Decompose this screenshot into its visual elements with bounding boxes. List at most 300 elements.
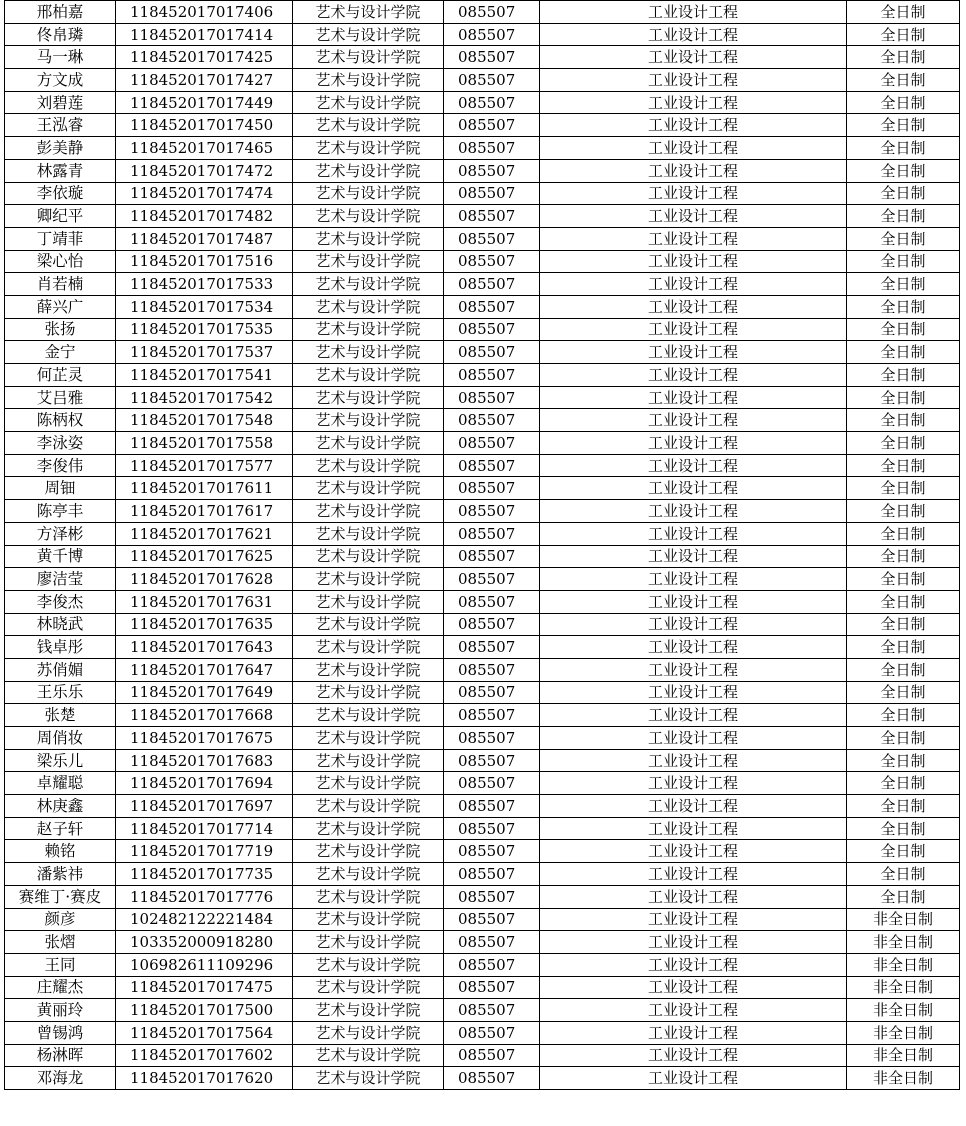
study-mode-cell: 全日制 xyxy=(847,46,960,69)
school-cell: 艺术与设计学院 xyxy=(293,454,444,477)
major-name-cell: 工业设计工程 xyxy=(540,908,847,931)
school-cell: 艺术与设计学院 xyxy=(293,545,444,568)
school-cell: 艺术与设计学院 xyxy=(293,386,444,409)
study-mode-cell: 全日制 xyxy=(847,727,960,750)
major-name-cell: 工业设计工程 xyxy=(540,46,847,69)
school-cell: 艺术与设计学院 xyxy=(293,182,444,205)
table-row xyxy=(5,590,960,613)
table-row xyxy=(5,658,960,681)
school-cell: 艺术与设计学院 xyxy=(293,999,444,1022)
school-cell: 艺术与设计学院 xyxy=(293,69,444,92)
major-code-cell: 085507 xyxy=(444,23,540,46)
school-cell: 艺术与设计学院 xyxy=(293,953,444,976)
school-cell: 艺术与设计学院 xyxy=(293,568,444,591)
candidate-number-cell: 118452017017683 xyxy=(116,749,293,772)
major-name-cell: 工业设计工程 xyxy=(540,500,847,523)
major-name-cell: 工业设计工程 xyxy=(540,590,847,613)
table-row xyxy=(5,182,960,205)
major-code-cell: 085507 xyxy=(444,182,540,205)
table-row xyxy=(5,273,960,296)
major-name-cell: 工业设计工程 xyxy=(540,545,847,568)
table-row xyxy=(5,795,960,818)
major-code-cell: 085507 xyxy=(444,409,540,432)
candidate-number-cell: 118452017017628 xyxy=(116,568,293,591)
major-code-cell: 085507 xyxy=(444,341,540,364)
table-row xyxy=(5,409,960,432)
major-name-cell: 工业设计工程 xyxy=(540,23,847,46)
study-mode-cell: 非全日制 xyxy=(847,1044,960,1067)
table-row xyxy=(5,432,960,455)
school-cell: 艺术与设计学院 xyxy=(293,227,444,250)
table-row xyxy=(5,227,960,250)
candidate-number-cell: 118452017017534 xyxy=(116,295,293,318)
school-cell: 艺术与设计学院 xyxy=(293,863,444,886)
major-name-cell: 工业设计工程 xyxy=(540,432,847,455)
student-name-cell: 李泳姿 xyxy=(5,432,116,455)
major-name-cell: 工业设计工程 xyxy=(540,477,847,500)
school-cell: 艺术与设计学院 xyxy=(293,1,444,24)
table-row xyxy=(5,1021,960,1044)
school-cell: 艺术与设计学院 xyxy=(293,749,444,772)
student-name-cell: 苏俏媚 xyxy=(5,658,116,681)
major-name-cell: 工业设计工程 xyxy=(540,364,847,387)
major-code-cell: 085507 xyxy=(444,227,540,250)
major-name-cell: 工业设计工程 xyxy=(540,454,847,477)
student-name-cell: 廖洁莹 xyxy=(5,568,116,591)
candidate-number-cell: 103352000918280 xyxy=(116,931,293,954)
table-row xyxy=(5,772,960,795)
school-cell: 艺术与设计学院 xyxy=(293,364,444,387)
study-mode-cell: 全日制 xyxy=(847,704,960,727)
study-mode-cell: 非全日制 xyxy=(847,953,960,976)
study-mode-cell: 全日制 xyxy=(847,273,960,296)
major-name-cell: 工业设计工程 xyxy=(540,69,847,92)
study-mode-cell: 全日制 xyxy=(847,613,960,636)
school-cell: 艺术与设计学院 xyxy=(293,658,444,681)
major-code-cell: 085507 xyxy=(444,772,540,795)
candidate-number-cell: 118452017017620 xyxy=(116,1067,293,1090)
student-name-cell: 张楚 xyxy=(5,704,116,727)
school-cell: 艺术与设计学院 xyxy=(293,817,444,840)
student-name-cell: 陈柄权 xyxy=(5,409,116,432)
student-name-cell: 杨淋晖 xyxy=(5,1044,116,1067)
major-code-cell: 085507 xyxy=(444,1021,540,1044)
school-cell: 艺术与设计学院 xyxy=(293,636,444,659)
student-name-cell: 林晓武 xyxy=(5,613,116,636)
school-cell: 艺术与设计学院 xyxy=(293,908,444,931)
major-name-cell: 工业设计工程 xyxy=(540,976,847,999)
major-name-cell: 工业设计工程 xyxy=(540,885,847,908)
candidate-number-cell: 118452017017635 xyxy=(116,613,293,636)
table-row xyxy=(5,1044,960,1067)
study-mode-cell: 全日制 xyxy=(847,772,960,795)
student-name-cell: 周俏妆 xyxy=(5,727,116,750)
study-mode-cell: 全日制 xyxy=(847,23,960,46)
major-name-cell: 工业设计工程 xyxy=(540,931,847,954)
student-name-cell: 丁靖菲 xyxy=(5,227,116,250)
table-row xyxy=(5,137,960,160)
table-row xyxy=(5,840,960,863)
table-row xyxy=(5,681,960,704)
major-name-cell: 工业设计工程 xyxy=(540,749,847,772)
student-name-cell: 赖铭 xyxy=(5,840,116,863)
table-row xyxy=(5,114,960,137)
study-mode-cell: 全日制 xyxy=(847,1,960,24)
major-name-cell: 工业设计工程 xyxy=(540,681,847,704)
table-row xyxy=(5,953,960,976)
study-mode-cell: 全日制 xyxy=(847,681,960,704)
table-row xyxy=(5,999,960,1022)
major-name-cell: 工业设计工程 xyxy=(540,273,847,296)
student-name-cell: 马一琳 xyxy=(5,46,116,69)
student-name-cell: 彭美静 xyxy=(5,137,116,160)
major-code-cell: 085507 xyxy=(444,1,540,24)
major-code-cell: 085507 xyxy=(444,613,540,636)
study-mode-cell: 全日制 xyxy=(847,863,960,886)
candidate-number-cell: 118452017017465 xyxy=(116,137,293,160)
study-mode-cell: 全日制 xyxy=(847,364,960,387)
candidate-number-cell: 118452017017621 xyxy=(116,522,293,545)
table-row xyxy=(5,908,960,931)
major-name-cell: 工业设计工程 xyxy=(540,522,847,545)
student-name-cell: 黄千博 xyxy=(5,545,116,568)
school-cell: 艺术与设计学院 xyxy=(293,477,444,500)
table-row xyxy=(5,91,960,114)
major-code-cell: 085507 xyxy=(444,500,540,523)
table-row xyxy=(5,1067,960,1090)
major-name-cell: 工业设计工程 xyxy=(540,568,847,591)
school-cell: 艺术与设计学院 xyxy=(293,613,444,636)
student-name-cell: 颜彦 xyxy=(5,908,116,931)
major-name-cell: 工业设计工程 xyxy=(540,636,847,659)
study-mode-cell: 全日制 xyxy=(847,182,960,205)
study-mode-cell: 非全日制 xyxy=(847,908,960,931)
study-mode-cell: 全日制 xyxy=(847,227,960,250)
study-mode-cell: 全日制 xyxy=(847,885,960,908)
school-cell: 艺术与设计学院 xyxy=(293,1067,444,1090)
major-code-cell: 085507 xyxy=(444,454,540,477)
student-name-cell: 张熠 xyxy=(5,931,116,954)
study-mode-cell: 全日制 xyxy=(847,91,960,114)
study-mode-cell: 全日制 xyxy=(847,69,960,92)
school-cell: 艺术与设计学院 xyxy=(293,840,444,863)
study-mode-cell: 全日制 xyxy=(847,159,960,182)
study-mode-cell: 全日制 xyxy=(847,454,960,477)
student-name-cell: 方泽彬 xyxy=(5,522,116,545)
table-row xyxy=(5,704,960,727)
major-code-cell: 085507 xyxy=(444,273,540,296)
school-cell: 艺术与设计学院 xyxy=(293,432,444,455)
major-code-cell: 085507 xyxy=(444,590,540,613)
student-name-cell: 李俊杰 xyxy=(5,590,116,613)
student-name-cell: 方文成 xyxy=(5,69,116,92)
candidate-number-cell: 118452017017406 xyxy=(116,1,293,24)
table-row xyxy=(5,885,960,908)
major-name-cell: 工业设计工程 xyxy=(540,772,847,795)
major-code-cell: 085507 xyxy=(444,1044,540,1067)
major-code-cell: 085507 xyxy=(444,137,540,160)
major-code-cell: 085507 xyxy=(444,953,540,976)
table-row xyxy=(5,613,960,636)
school-cell: 艺术与设计学院 xyxy=(293,976,444,999)
candidate-number-cell: 118452017017425 xyxy=(116,46,293,69)
major-code-cell: 085507 xyxy=(444,863,540,886)
student-name-cell: 邢柏嘉 xyxy=(5,1,116,24)
student-name-cell: 王泓睿 xyxy=(5,114,116,137)
school-cell: 艺术与设计学院 xyxy=(293,590,444,613)
student-name-cell: 卿纪平 xyxy=(5,205,116,228)
study-mode-cell: 非全日制 xyxy=(847,1021,960,1044)
student-name-cell: 王同 xyxy=(5,953,116,976)
student-name-cell: 艾吕雅 xyxy=(5,386,116,409)
candidate-number-cell: 118452017017414 xyxy=(116,23,293,46)
major-name-cell: 工业设计工程 xyxy=(540,295,847,318)
student-name-cell: 卓耀聪 xyxy=(5,772,116,795)
school-cell: 艺术与设计学院 xyxy=(293,1021,444,1044)
table-row xyxy=(5,727,960,750)
candidate-number-cell: 118452017017675 xyxy=(116,727,293,750)
table-row xyxy=(5,976,960,999)
study-mode-cell: 全日制 xyxy=(847,500,960,523)
candidate-number-cell: 118452017017548 xyxy=(116,409,293,432)
candidate-number-cell: 118452017017577 xyxy=(116,454,293,477)
table-row xyxy=(5,250,960,273)
candidate-number-cell: 118452017017500 xyxy=(116,999,293,1022)
school-cell: 艺术与设计学院 xyxy=(293,23,444,46)
candidate-number-cell: 118452017017668 xyxy=(116,704,293,727)
school-cell: 艺术与设计学院 xyxy=(293,318,444,341)
table-row xyxy=(5,477,960,500)
student-name-cell: 林露青 xyxy=(5,159,116,182)
candidate-number-cell: 118452017017694 xyxy=(116,772,293,795)
table-body xyxy=(5,1,960,1090)
school-cell: 艺术与设计学院 xyxy=(293,522,444,545)
major-code-cell: 085507 xyxy=(444,522,540,545)
school-cell: 艺术与设计学院 xyxy=(293,273,444,296)
student-name-cell: 王乐乐 xyxy=(5,681,116,704)
candidate-number-cell: 118452017017611 xyxy=(116,477,293,500)
student-name-cell: 庄耀杰 xyxy=(5,976,116,999)
student-name-cell: 潘紫祎 xyxy=(5,863,116,886)
table-row xyxy=(5,454,960,477)
study-mode-cell: 全日制 xyxy=(847,409,960,432)
school-cell: 艺术与设计学院 xyxy=(293,727,444,750)
table-row xyxy=(5,159,960,182)
study-mode-cell: 全日制 xyxy=(847,795,960,818)
candidate-number-cell: 118452017017647 xyxy=(116,658,293,681)
candidate-number-cell: 118452017017625 xyxy=(116,545,293,568)
major-name-cell: 工业设计工程 xyxy=(540,341,847,364)
major-name-cell: 工业设计工程 xyxy=(540,704,847,727)
major-code-cell: 085507 xyxy=(444,477,540,500)
student-name-cell: 李俊伟 xyxy=(5,454,116,477)
student-name-cell: 刘碧莲 xyxy=(5,91,116,114)
major-name-cell: 工业设计工程 xyxy=(540,409,847,432)
table-row xyxy=(5,817,960,840)
student-name-cell: 钱卓彤 xyxy=(5,636,116,659)
candidate-number-cell: 118452017017472 xyxy=(116,159,293,182)
major-code-cell: 085507 xyxy=(444,432,540,455)
major-code-cell: 085507 xyxy=(444,295,540,318)
school-cell: 艺术与设计学院 xyxy=(293,409,444,432)
major-code-cell: 085507 xyxy=(444,69,540,92)
student-name-cell: 陈亭丰 xyxy=(5,500,116,523)
student-name-cell: 周钿 xyxy=(5,477,116,500)
major-code-cell: 085507 xyxy=(444,545,540,568)
admission-list-table xyxy=(4,0,960,1090)
candidate-number-cell: 118452017017714 xyxy=(116,817,293,840)
student-name-cell: 金宁 xyxy=(5,341,116,364)
student-name-cell: 何芷灵 xyxy=(5,364,116,387)
school-cell: 艺术与设计学院 xyxy=(293,772,444,795)
student-name-cell: 梁乐儿 xyxy=(5,749,116,772)
school-cell: 艺术与设计学院 xyxy=(293,137,444,160)
candidate-number-cell: 118452017017541 xyxy=(116,364,293,387)
major-code-cell: 085507 xyxy=(444,91,540,114)
major-code-cell: 085507 xyxy=(444,976,540,999)
student-name-cell: 邓海龙 xyxy=(5,1067,116,1090)
major-name-cell: 工业设计工程 xyxy=(540,817,847,840)
student-name-cell: 黄丽玲 xyxy=(5,999,116,1022)
study-mode-cell: 全日制 xyxy=(847,568,960,591)
school-cell: 艺术与设计学院 xyxy=(293,159,444,182)
study-mode-cell: 全日制 xyxy=(847,341,960,364)
study-mode-cell: 全日制 xyxy=(847,432,960,455)
candidate-number-cell: 118452017017533 xyxy=(116,273,293,296)
study-mode-cell: 全日制 xyxy=(847,658,960,681)
major-name-cell: 工业设计工程 xyxy=(540,1067,847,1090)
major-code-cell: 085507 xyxy=(444,46,540,69)
candidate-number-cell: 118452017017427 xyxy=(116,69,293,92)
school-cell: 艺术与设计学院 xyxy=(293,341,444,364)
major-code-cell: 085507 xyxy=(444,159,540,182)
school-cell: 艺术与设计学院 xyxy=(293,91,444,114)
school-cell: 艺术与设计学院 xyxy=(293,205,444,228)
candidate-number-cell: 118452017017537 xyxy=(116,341,293,364)
study-mode-cell: 全日制 xyxy=(847,545,960,568)
table-row xyxy=(5,522,960,545)
study-mode-cell: 非全日制 xyxy=(847,999,960,1022)
candidate-number-cell: 118452017017475 xyxy=(116,976,293,999)
table-row xyxy=(5,636,960,659)
major-name-cell: 工业设计工程 xyxy=(540,227,847,250)
student-name-cell: 梁心怡 xyxy=(5,250,116,273)
school-cell: 艺术与设计学院 xyxy=(293,250,444,273)
major-code-cell: 085507 xyxy=(444,931,540,954)
table-row xyxy=(5,568,960,591)
student-name-cell: 李依璇 xyxy=(5,182,116,205)
candidate-number-cell: 118452017017776 xyxy=(116,885,293,908)
major-name-cell: 工业设计工程 xyxy=(540,658,847,681)
major-code-cell: 085507 xyxy=(444,250,540,273)
major-code-cell: 085507 xyxy=(444,840,540,863)
table-row xyxy=(5,46,960,69)
major-code-cell: 085507 xyxy=(444,681,540,704)
study-mode-cell: 全日制 xyxy=(847,295,960,318)
major-code-cell: 085507 xyxy=(444,908,540,931)
major-name-cell: 工业设计工程 xyxy=(540,1044,847,1067)
study-mode-cell: 非全日制 xyxy=(847,931,960,954)
school-cell: 艺术与设计学院 xyxy=(293,704,444,727)
table-row xyxy=(5,341,960,364)
major-name-cell: 工业设计工程 xyxy=(540,159,847,182)
major-name-cell: 工业设计工程 xyxy=(540,863,847,886)
table-row xyxy=(5,69,960,92)
study-mode-cell: 全日制 xyxy=(847,590,960,613)
study-mode-cell: 全日制 xyxy=(847,636,960,659)
major-code-cell: 085507 xyxy=(444,727,540,750)
major-name-cell: 工业设计工程 xyxy=(540,205,847,228)
school-cell: 艺术与设计学院 xyxy=(293,114,444,137)
study-mode-cell: 全日制 xyxy=(847,205,960,228)
study-mode-cell: 非全日制 xyxy=(847,976,960,999)
candidate-number-cell: 102482122221484 xyxy=(116,908,293,931)
major-name-cell: 工业设计工程 xyxy=(540,386,847,409)
candidate-number-cell: 118452017017697 xyxy=(116,795,293,818)
major-code-cell: 085507 xyxy=(444,636,540,659)
candidate-number-cell: 118452017017602 xyxy=(116,1044,293,1067)
table-row xyxy=(5,318,960,341)
candidate-number-cell: 118452017017482 xyxy=(116,205,293,228)
major-name-cell: 工业设计工程 xyxy=(540,999,847,1022)
school-cell: 艺术与设计学院 xyxy=(293,681,444,704)
major-code-cell: 085507 xyxy=(444,1067,540,1090)
candidate-number-cell: 118452017017516 xyxy=(116,250,293,273)
major-name-cell: 工业设计工程 xyxy=(540,318,847,341)
major-code-cell: 085507 xyxy=(444,817,540,840)
study-mode-cell: 全日制 xyxy=(847,250,960,273)
candidate-number-cell: 118452017017487 xyxy=(116,227,293,250)
study-mode-cell: 全日制 xyxy=(847,137,960,160)
major-name-cell: 工业设计工程 xyxy=(540,613,847,636)
study-mode-cell: 非全日制 xyxy=(847,1067,960,1090)
study-mode-cell: 全日制 xyxy=(847,386,960,409)
major-code-cell: 085507 xyxy=(444,749,540,772)
study-mode-cell: 全日制 xyxy=(847,840,960,863)
major-name-cell: 工业设计工程 xyxy=(540,250,847,273)
school-cell: 艺术与设计学院 xyxy=(293,885,444,908)
table-row xyxy=(5,205,960,228)
table-row xyxy=(5,749,960,772)
study-mode-cell: 全日制 xyxy=(847,522,960,545)
study-mode-cell: 全日制 xyxy=(847,749,960,772)
table-row xyxy=(5,386,960,409)
student-name-cell: 赛维丁·赛皮 xyxy=(5,885,116,908)
candidate-number-cell: 118452017017558 xyxy=(116,432,293,455)
candidate-number-cell: 118452017017535 xyxy=(116,318,293,341)
major-name-cell: 工业设计工程 xyxy=(540,1021,847,1044)
study-mode-cell: 全日制 xyxy=(847,318,960,341)
major-name-cell: 工业设计工程 xyxy=(540,953,847,976)
candidate-number-cell: 118452017017643 xyxy=(116,636,293,659)
school-cell: 艺术与设计学院 xyxy=(293,46,444,69)
student-name-cell: 林庚鑫 xyxy=(5,795,116,818)
study-mode-cell: 全日制 xyxy=(847,477,960,500)
candidate-number-cell: 118452017017449 xyxy=(116,91,293,114)
candidate-number-cell: 118452017017735 xyxy=(116,863,293,886)
candidate-number-cell: 118452017017617 xyxy=(116,500,293,523)
major-code-cell: 085507 xyxy=(444,704,540,727)
student-name-cell: 肖若楠 xyxy=(5,273,116,296)
candidate-number-cell: 118452017017474 xyxy=(116,182,293,205)
major-code-cell: 085507 xyxy=(444,364,540,387)
major-name-cell: 工业设计工程 xyxy=(540,1,847,24)
major-code-cell: 085507 xyxy=(444,658,540,681)
table-row xyxy=(5,1,960,24)
table-row xyxy=(5,931,960,954)
major-name-cell: 工业设计工程 xyxy=(540,137,847,160)
major-name-cell: 工业设计工程 xyxy=(540,840,847,863)
